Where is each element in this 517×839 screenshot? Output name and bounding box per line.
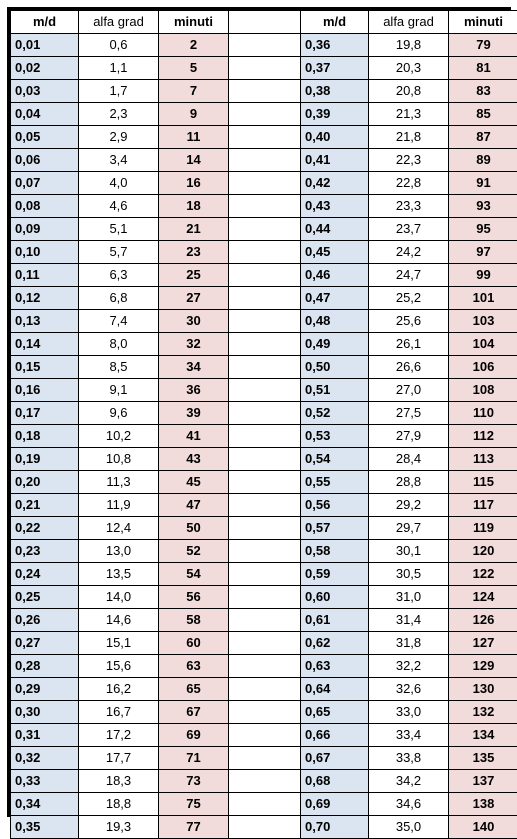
cell-minuti-right: 104 (449, 333, 517, 356)
cell-md-right: 0,63 (301, 655, 369, 678)
table-row (11, 195, 517, 218)
cell-md-left: 0,13 (11, 310, 79, 333)
cell-minuti-left: 27 (159, 287, 229, 310)
cell-gap (229, 310, 301, 333)
cell-gap (229, 57, 301, 80)
cell-minuti-right: 103 (449, 310, 517, 333)
cell-gap (229, 80, 301, 103)
cell-md-left: 0,19 (11, 448, 79, 471)
cell-gap (229, 34, 301, 57)
cell-md-right: 0,69 (301, 793, 369, 816)
table-row (11, 793, 517, 816)
cell-alfa-left: 2,9 (79, 126, 159, 149)
table-row (11, 586, 517, 609)
cell-minuti-right: 122 (449, 563, 517, 586)
table-row (11, 678, 517, 701)
cell-minuti-right: 134 (449, 724, 517, 747)
cell-minuti-left: 39 (159, 402, 229, 425)
cell-md-right: 0,60 (301, 586, 369, 609)
cell-alfa-right: 20,3 (369, 57, 449, 80)
cell-alfa-left: 17,2 (79, 724, 159, 747)
cell-md-left: 0,11 (11, 264, 79, 287)
cell-alfa-right: 31,8 (369, 632, 449, 655)
cell-minuti-right: 126 (449, 609, 517, 632)
table-row (11, 540, 517, 563)
cell-md-left: 0,29 (11, 678, 79, 701)
cell-minuti-left: 5 (159, 57, 229, 80)
cell-minuti-right: 110 (449, 402, 517, 425)
cell-alfa-left: 0,6 (79, 34, 159, 57)
cell-alfa-left: 16,2 (79, 678, 159, 701)
cell-md-left: 0,05 (11, 126, 79, 149)
cell-alfa-right: 31,4 (369, 609, 449, 632)
conversion-table-sheet (7, 7, 511, 817)
cell-alfa-right: 26,1 (369, 333, 449, 356)
cell-alfa-left: 15,1 (79, 632, 159, 655)
cell-gap (229, 356, 301, 379)
cell-minuti-left: 58 (159, 609, 229, 632)
cell-md-left: 0,20 (11, 471, 79, 494)
table-row (11, 471, 517, 494)
cell-alfa-right: 35,0 (369, 816, 449, 839)
conversion-table (10, 10, 517, 839)
cell-alfa-left: 19,3 (79, 816, 159, 839)
cell-alfa-left: 6,8 (79, 287, 159, 310)
cell-md-left: 0,01 (11, 34, 79, 57)
cell-md-right: 0,55 (301, 471, 369, 494)
table-row (11, 816, 517, 839)
cell-gap (229, 724, 301, 747)
cell-md-right: 0,49 (301, 333, 369, 356)
cell-minuti-right: 112 (449, 425, 517, 448)
header-md-left: m/d (11, 11, 79, 34)
cell-gap (229, 402, 301, 425)
cell-gap (229, 747, 301, 770)
cell-md-left: 0,16 (11, 379, 79, 402)
cell-alfa-left: 15,6 (79, 655, 159, 678)
cell-minuti-left: 36 (159, 379, 229, 402)
cell-minuti-left: 21 (159, 218, 229, 241)
table-row (11, 310, 517, 333)
cell-minuti-right: 113 (449, 448, 517, 471)
cell-gap (229, 632, 301, 655)
table-row (11, 609, 517, 632)
table-row (11, 103, 517, 126)
cell-gap (229, 494, 301, 517)
cell-gap (229, 609, 301, 632)
cell-minuti-right: 83 (449, 80, 517, 103)
cell-alfa-left: 4,6 (79, 195, 159, 218)
cell-minuti-right: 127 (449, 632, 517, 655)
cell-alfa-right: 27,9 (369, 425, 449, 448)
cell-alfa-left: 4,0 (79, 172, 159, 195)
cell-alfa-left: 11,3 (79, 471, 159, 494)
cell-alfa-right: 22,3 (369, 149, 449, 172)
cell-minuti-left: 50 (159, 517, 229, 540)
cell-alfa-right: 20,8 (369, 80, 449, 103)
cell-alfa-right: 19,8 (369, 34, 449, 57)
cell-md-right: 0,48 (301, 310, 369, 333)
cell-alfa-right: 21,3 (369, 103, 449, 126)
cell-alfa-right: 30,5 (369, 563, 449, 586)
table-row (11, 448, 517, 471)
cell-minuti-left: 65 (159, 678, 229, 701)
cell-md-right: 0,43 (301, 195, 369, 218)
cell-alfa-left: 10,2 (79, 425, 159, 448)
cell-alfa-left: 18,3 (79, 770, 159, 793)
cell-md-left: 0,12 (11, 287, 79, 310)
cell-alfa-left: 9,6 (79, 402, 159, 425)
cell-alfa-left: 18,8 (79, 793, 159, 816)
cell-alfa-right: 33,4 (369, 724, 449, 747)
table-row (11, 264, 517, 287)
cell-gap (229, 218, 301, 241)
cell-alfa-right: 24,7 (369, 264, 449, 287)
cell-minuti-right: 95 (449, 218, 517, 241)
cell-alfa-right: 33,8 (369, 747, 449, 770)
cell-md-left: 0,27 (11, 632, 79, 655)
table-row (11, 172, 517, 195)
cell-minuti-right: 106 (449, 356, 517, 379)
cell-minuti-left: 7 (159, 80, 229, 103)
cell-md-left: 0,03 (11, 80, 79, 103)
cell-minuti-right: 135 (449, 747, 517, 770)
cell-md-right: 0,39 (301, 103, 369, 126)
table-row (11, 701, 517, 724)
cell-minuti-left: 30 (159, 310, 229, 333)
cell-alfa-left: 17,7 (79, 747, 159, 770)
cell-md-right: 0,47 (301, 287, 369, 310)
cell-minuti-right: 87 (449, 126, 517, 149)
cell-md-left: 0,10 (11, 241, 79, 264)
cell-minuti-right: 89 (449, 149, 517, 172)
table-row (11, 287, 517, 310)
cell-minuti-left: 43 (159, 448, 229, 471)
table-row (11, 80, 517, 103)
cell-gap (229, 563, 301, 586)
cell-md-right: 0,52 (301, 402, 369, 425)
table-row (11, 747, 517, 770)
table-row (11, 724, 517, 747)
table-row (11, 379, 517, 402)
cell-minuti-left: 67 (159, 701, 229, 724)
cell-minuti-right: 120 (449, 540, 517, 563)
cell-minuti-left: 56 (159, 586, 229, 609)
cell-md-right: 0,61 (301, 609, 369, 632)
header-row (11, 11, 517, 34)
cell-minuti-left: 69 (159, 724, 229, 747)
cell-alfa-right: 23,7 (369, 218, 449, 241)
cell-minuti-right: 93 (449, 195, 517, 218)
cell-md-left: 0,31 (11, 724, 79, 747)
cell-alfa-left: 10,8 (79, 448, 159, 471)
cell-minuti-left: 18 (159, 195, 229, 218)
cell-gap (229, 126, 301, 149)
cell-minuti-right: 115 (449, 471, 517, 494)
cell-minuti-left: 77 (159, 816, 229, 839)
cell-gap (229, 517, 301, 540)
cell-md-left: 0,18 (11, 425, 79, 448)
cell-alfa-right: 33,0 (369, 701, 449, 724)
cell-md-right: 0,57 (301, 517, 369, 540)
cell-alfa-right: 28,4 (369, 448, 449, 471)
cell-minuti-left: 52 (159, 540, 229, 563)
cell-minuti-right: 119 (449, 517, 517, 540)
cell-minuti-right: 108 (449, 379, 517, 402)
cell-minuti-right: 129 (449, 655, 517, 678)
cell-minuti-right: 132 (449, 701, 517, 724)
cell-alfa-left: 5,7 (79, 241, 159, 264)
cell-gap (229, 379, 301, 402)
cell-minuti-right: 97 (449, 241, 517, 264)
cell-md-right: 0,40 (301, 126, 369, 149)
cell-md-left: 0,24 (11, 563, 79, 586)
cell-minuti-left: 11 (159, 126, 229, 149)
cell-md-left: 0,08 (11, 195, 79, 218)
cell-alfa-right: 21,8 (369, 126, 449, 149)
cell-gap (229, 149, 301, 172)
cell-gap (229, 172, 301, 195)
cell-alfa-left: 13,0 (79, 540, 159, 563)
table-row (11, 34, 517, 57)
cell-md-right: 0,68 (301, 770, 369, 793)
table-row (11, 563, 517, 586)
cell-alfa-right: 30,1 (369, 540, 449, 563)
cell-alfa-left: 6,3 (79, 264, 159, 287)
cell-minuti-right: 91 (449, 172, 517, 195)
cell-minuti-left: 25 (159, 264, 229, 287)
cell-md-right: 0,50 (301, 356, 369, 379)
cell-minuti-left: 60 (159, 632, 229, 655)
cell-md-right: 0,66 (301, 724, 369, 747)
cell-gap (229, 701, 301, 724)
cell-minuti-left: 47 (159, 494, 229, 517)
cell-alfa-right: 24,2 (369, 241, 449, 264)
cell-minuti-right: 101 (449, 287, 517, 310)
table-row (11, 402, 517, 425)
cell-md-left: 0,30 (11, 701, 79, 724)
table-row (11, 356, 517, 379)
cell-alfa-left: 8,0 (79, 333, 159, 356)
cell-alfa-left: 12,4 (79, 517, 159, 540)
cell-minuti-left: 32 (159, 333, 229, 356)
cell-minuti-right: 140 (449, 816, 517, 839)
cell-minuti-right: 117 (449, 494, 517, 517)
cell-md-right: 0,65 (301, 701, 369, 724)
cell-gap (229, 287, 301, 310)
cell-alfa-right: 25,2 (369, 287, 449, 310)
cell-alfa-left: 14,0 (79, 586, 159, 609)
cell-alfa-left: 13,5 (79, 563, 159, 586)
cell-md-left: 0,06 (11, 149, 79, 172)
cell-minuti-right: 85 (449, 103, 517, 126)
cell-gap (229, 195, 301, 218)
cell-alfa-right: 34,6 (369, 793, 449, 816)
cell-md-right: 0,44 (301, 218, 369, 241)
cell-md-right: 0,67 (301, 747, 369, 770)
table-row (11, 333, 517, 356)
cell-md-left: 0,02 (11, 57, 79, 80)
cell-md-right: 0,58 (301, 540, 369, 563)
cell-alfa-left: 3,4 (79, 149, 159, 172)
cell-md-right: 0,37 (301, 57, 369, 80)
cell-alfa-right: 29,7 (369, 517, 449, 540)
table-row (11, 770, 517, 793)
cell-md-right: 0,56 (301, 494, 369, 517)
header-minuti-right: minuti (449, 11, 517, 34)
table-row (11, 57, 517, 80)
cell-gap (229, 333, 301, 356)
cell-md-left: 0,07 (11, 172, 79, 195)
cell-minuti-left: 54 (159, 563, 229, 586)
cell-alfa-left: 7,4 (79, 310, 159, 333)
cell-alfa-right: 31,0 (369, 586, 449, 609)
cell-gap (229, 540, 301, 563)
cell-gap (229, 448, 301, 471)
cell-md-left: 0,23 (11, 540, 79, 563)
cell-gap (229, 425, 301, 448)
cell-md-right: 0,46 (301, 264, 369, 287)
header-alfa-left: alfa grad (79, 11, 159, 34)
cell-minuti-left: 2 (159, 34, 229, 57)
cell-minuti-right: 79 (449, 34, 517, 57)
table-row (11, 632, 517, 655)
cell-md-right: 0,53 (301, 425, 369, 448)
table-body (11, 34, 517, 839)
cell-gap (229, 655, 301, 678)
cell-alfa-left: 1,7 (79, 80, 159, 103)
cell-alfa-left: 1,1 (79, 57, 159, 80)
cell-alfa-left: 8,5 (79, 356, 159, 379)
cell-alfa-right: 25,6 (369, 310, 449, 333)
cell-alfa-right: 29,2 (369, 494, 449, 517)
cell-alfa-right: 22,8 (369, 172, 449, 195)
header-gap (229, 11, 301, 34)
cell-md-right: 0,62 (301, 632, 369, 655)
cell-minuti-right: 124 (449, 586, 517, 609)
cell-alfa-left: 5,1 (79, 218, 159, 241)
cell-minuti-right: 138 (449, 793, 517, 816)
cell-md-left: 0,32 (11, 747, 79, 770)
cell-minuti-left: 75 (159, 793, 229, 816)
cell-md-right: 0,70 (301, 816, 369, 839)
cell-md-left: 0,22 (11, 517, 79, 540)
cell-gap (229, 264, 301, 287)
cell-minuti-left: 71 (159, 747, 229, 770)
cell-gap (229, 816, 301, 839)
table-row (11, 218, 517, 241)
cell-minuti-right: 99 (449, 264, 517, 287)
cell-minuti-right: 137 (449, 770, 517, 793)
cell-alfa-left: 14,6 (79, 609, 159, 632)
cell-md-left: 0,17 (11, 402, 79, 425)
cell-gap (229, 103, 301, 126)
cell-md-left: 0,15 (11, 356, 79, 379)
table-row (11, 126, 517, 149)
cell-alfa-right: 28,8 (369, 471, 449, 494)
cell-minuti-left: 16 (159, 172, 229, 195)
cell-alfa-left: 11,9 (79, 494, 159, 517)
cell-md-right: 0,54 (301, 448, 369, 471)
cell-minuti-left: 9 (159, 103, 229, 126)
cell-md-right: 0,64 (301, 678, 369, 701)
cell-md-left: 0,09 (11, 218, 79, 241)
cell-minuti-left: 73 (159, 770, 229, 793)
cell-md-right: 0,41 (301, 149, 369, 172)
cell-md-right: 0,36 (301, 34, 369, 57)
table-row (11, 517, 517, 540)
table-row (11, 425, 517, 448)
cell-md-right: 0,45 (301, 241, 369, 264)
cell-md-right: 0,51 (301, 379, 369, 402)
cell-gap (229, 678, 301, 701)
cell-alfa-right: 23,3 (369, 195, 449, 218)
cell-md-right: 0,59 (301, 563, 369, 586)
cell-gap (229, 471, 301, 494)
cell-alfa-left: 9,1 (79, 379, 159, 402)
cell-minuti-right: 81 (449, 57, 517, 80)
cell-md-left: 0,35 (11, 816, 79, 839)
header-md-right: m/d (301, 11, 369, 34)
cell-gap (229, 586, 301, 609)
cell-alfa-right: 27,5 (369, 402, 449, 425)
cell-md-left: 0,04 (11, 103, 79, 126)
cell-alfa-right: 32,2 (369, 655, 449, 678)
cell-gap (229, 241, 301, 264)
table-row (11, 494, 517, 517)
cell-alfa-right: 34,2 (369, 770, 449, 793)
cell-minuti-left: 63 (159, 655, 229, 678)
table-row (11, 241, 517, 264)
cell-minuti-left: 23 (159, 241, 229, 264)
cell-md-left: 0,21 (11, 494, 79, 517)
cell-md-left: 0,33 (11, 770, 79, 793)
cell-alfa-left: 2,3 (79, 103, 159, 126)
cell-md-right: 0,42 (301, 172, 369, 195)
cell-md-left: 0,26 (11, 609, 79, 632)
cell-minuti-right: 130 (449, 678, 517, 701)
cell-gap (229, 793, 301, 816)
cell-md-left: 0,25 (11, 586, 79, 609)
cell-md-right: 0,38 (301, 80, 369, 103)
cell-minuti-left: 34 (159, 356, 229, 379)
cell-alfa-right: 27,0 (369, 379, 449, 402)
table-row (11, 149, 517, 172)
cell-md-left: 0,28 (11, 655, 79, 678)
table-row (11, 655, 517, 678)
cell-md-left: 0,14 (11, 333, 79, 356)
cell-minuti-left: 14 (159, 149, 229, 172)
header-alfa-right: alfa grad (369, 11, 449, 34)
cell-md-left: 0,34 (11, 793, 79, 816)
cell-alfa-right: 26,6 (369, 356, 449, 379)
header-minuti-left: minuti (159, 11, 229, 34)
cell-minuti-left: 41 (159, 425, 229, 448)
cell-alfa-left: 16,7 (79, 701, 159, 724)
cell-alfa-right: 32,6 (369, 678, 449, 701)
cell-minuti-left: 45 (159, 471, 229, 494)
cell-gap (229, 770, 301, 793)
